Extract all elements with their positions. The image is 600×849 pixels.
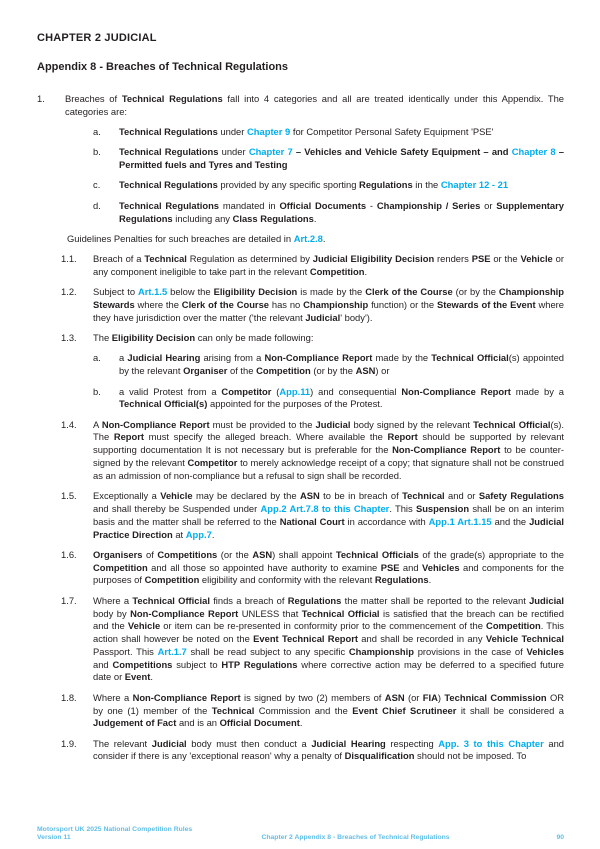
- bold-text: Non-Compliance Report: [392, 444, 501, 456]
- text-segment: OR by one (1) member of the: [93, 691, 565, 716]
- paragraph-text: [119, 146, 564, 172]
- text-segment: eligibility and conformity with the relevant: [199, 574, 375, 586]
- bold-text: Suspension: [415, 502, 470, 514]
- bold-text: Judgement of Fact: [93, 717, 177, 729]
- text-segment: and the: [491, 515, 530, 527]
- paragraph-1-9: [37, 738, 564, 764]
- text-segment: is signed by two (2) members of: [240, 691, 385, 703]
- text-segment: of: [142, 548, 158, 560]
- text-segment: function) or the: [368, 299, 437, 311]
- paragraph-number: d.: [93, 199, 101, 211]
- text-segment: and or: [444, 490, 479, 502]
- reference-link[interactable]: Art.2.8: [293, 232, 323, 244]
- bold-text: Safety Regulations: [478, 490, 564, 502]
- paragraph-text: [67, 233, 564, 246]
- text-segment: provided by any specific sporting: [217, 179, 360, 191]
- bold-text: Technical Regulations: [119, 199, 220, 211]
- paragraph-text: [119, 352, 564, 378]
- bold-text: –: [555, 146, 564, 158]
- footer-left: [37, 826, 207, 843]
- text-segment: for Competitor Personal Safety Equipment 'PSE': [290, 126, 494, 138]
- text-segment: .: [364, 265, 368, 277]
- bold-text: Technical Official(s): [119, 398, 208, 410]
- paragraph-1-1: [37, 253, 564, 279]
- paragraph-number: 1.3.: [61, 332, 77, 344]
- text-segment: subject to: [172, 658, 222, 670]
- text-segment: of the grade(s) appropriate to the: [418, 548, 564, 560]
- text-segment: ' body').: [340, 311, 373, 323]
- bold-text: Vehicle: [520, 253, 553, 265]
- text-segment: mandated in: [219, 199, 280, 211]
- bold-text: Competitions: [112, 658, 173, 670]
- text-segment: body must then conduct a: [186, 737, 312, 749]
- bold-text: Event Chief Scrutineer: [352, 704, 457, 716]
- bold-text: Regulations: [374, 574, 429, 586]
- paragraph-number: 1.7.: [61, 594, 77, 606]
- bold-text: Vehicle Technical: [485, 633, 564, 645]
- paragraph-text: [93, 738, 564, 764]
- bold-text: Competition: [144, 574, 200, 586]
- paragraph-1-5: [37, 490, 564, 541]
- bold-text: Permitted fuels and Tyres and Testing: [119, 159, 288, 171]
- text-segment: and: [93, 658, 113, 670]
- reference-link[interactable]: App.1 Art.1.15: [428, 515, 492, 527]
- text-segment: and: [399, 561, 422, 573]
- bold-text: Competition: [256, 365, 311, 377]
- footer-chapter-title: Chapter 2 Appendix 8 - Breaches of Technical Regulations: [261, 834, 450, 842]
- bold-text: Event Technical Report: [253, 633, 359, 645]
- paragraph-c: [37, 179, 564, 192]
- paragraph-1-4: [37, 419, 564, 483]
- bold-text: Technical: [144, 253, 187, 265]
- paragraph-text: [93, 419, 564, 483]
- paragraph-text: [93, 286, 564, 324]
- bold-text: Organiser: [183, 365, 228, 377]
- bold-text: Vehicle: [127, 620, 161, 632]
- bold-text: Competition: [309, 265, 365, 277]
- text-segment: arising from a: [200, 352, 265, 364]
- bold-text: Vehicles: [422, 561, 460, 573]
- bold-text: Judicial Practice Direction: [93, 515, 564, 540]
- text-segment: .: [299, 717, 303, 729]
- bold-text: Non-Compliance Report: [264, 352, 373, 364]
- text-segment: or any component ineligible to take part in the relevant: [93, 253, 564, 277]
- text-segment: . This action shall however be noted on the: [93, 620, 564, 645]
- bold-text: Championship: [303, 299, 369, 311]
- text-segment: appointed for the purposes of the Protest.: [207, 398, 383, 410]
- bold-text: Vehicle: [160, 490, 193, 502]
- bold-text: HTP Regulations: [221, 658, 298, 670]
- paragraph-1-3: [37, 332, 564, 345]
- text-segment: provisions in the case of: [413, 645, 527, 657]
- text-segment: and consider if there is any 'exceptional reason' why a penalty of: [93, 737, 565, 762]
- bold-text: Technical Regulations: [119, 179, 218, 191]
- bold-text: Non-Compliance Report: [401, 385, 511, 397]
- text-segment: The relevant: [93, 737, 152, 749]
- bold-text: Regulations: [359, 179, 413, 191]
- reference-link[interactable]: Art.1.7: [157, 645, 187, 657]
- footer-version: Version 11: [37, 834, 71, 842]
- bold-text: Regulations: [287, 594, 342, 606]
- text-segment: where the: [134, 299, 182, 311]
- text-segment: shall be read subject to any specific: [186, 645, 349, 657]
- chapter-header: CHAPTER 2 JUDICIAL: [37, 32, 157, 44]
- text-segment: made by the: [372, 352, 432, 364]
- bold-text: Technical Regulations: [119, 146, 219, 158]
- bold-text: National Court: [279, 515, 345, 527]
- bold-text: Clerk of the Course: [181, 299, 270, 311]
- text-segment: A: [93, 418, 102, 430]
- text-segment: -: [366, 199, 377, 211]
- text-segment: must specify the alleged breach. Where available the: [144, 431, 388, 443]
- page-title: Appendix 8 - Breaches of Technical Regulations: [37, 61, 289, 73]
- paragraph-1-8: [37, 692, 564, 730]
- bold-text: Judicial: [151, 737, 187, 749]
- bold-text: Technical Official: [431, 352, 509, 364]
- text-segment: should be supported by relevant supporting documentation It is not necessary but is preferable for the: [93, 431, 565, 456]
- bold-text: Non-Compliance Report: [132, 691, 241, 703]
- reference-link[interactable]: Art.1.5: [138, 286, 168, 298]
- text-segment: .: [322, 232, 326, 244]
- bold-text: Class Regulations: [232, 212, 314, 224]
- text-segment: including any: [172, 212, 233, 224]
- paragraph-number: a.: [93, 352, 101, 364]
- bold-text: Judicial Eligibility Decision: [312, 253, 435, 265]
- bold-text: Judicial Hearing: [127, 352, 201, 364]
- paragraph-number: 1.6.: [61, 548, 77, 560]
- bold-text: Technical Officials: [335, 548, 419, 560]
- text-segment: or item can be re-presented in conformity prior to the commencement of the: [160, 620, 487, 632]
- paragraph-number: 1.: [37, 93, 45, 104]
- text-segment: (: [271, 385, 280, 397]
- bold-text: Technical: [402, 490, 445, 502]
- bold-text: Championship Stewards: [93, 286, 565, 311]
- paragraph-number: 1.4.: [61, 418, 77, 430]
- paragraph-a: [37, 352, 564, 378]
- text-segment: (or the: [217, 548, 253, 560]
- text-segment: Passport. This: [93, 645, 158, 657]
- paragraph-a: [37, 126, 564, 139]
- paragraph-text: [93, 490, 564, 541]
- paragraph-text: [93, 332, 564, 345]
- text-segment: must be provided to the: [209, 418, 316, 430]
- bold-text: Technical: [211, 704, 255, 716]
- text-segment: ) or: [375, 365, 390, 377]
- text-segment: the matter shall be reported to the relevant: [341, 594, 530, 606]
- bold-text: Championship / Series: [376, 199, 481, 211]
- bold-text: Technical Regulations: [121, 93, 223, 104]
- bold-text: Non-Compliance Report: [101, 418, 210, 430]
- reference-link[interactable]: Chapter 7: [248, 146, 293, 158]
- paragraph-text: [119, 179, 564, 192]
- bold-text: Vehicles: [526, 645, 564, 657]
- paragraph-number: b.: [93, 385, 101, 397]
- text-segment: Breach of a: [93, 253, 145, 265]
- bold-text: Stewards of the Event: [436, 299, 536, 311]
- text-segment: The: [93, 332, 112, 344]
- paragraph-number: 1.9.: [61, 737, 77, 749]
- bold-text: Technical Official: [132, 594, 210, 606]
- paragraph-text: [119, 200, 564, 226]
- bold-text: Disqualification: [344, 750, 415, 762]
- text-segment: made by a: [510, 385, 565, 397]
- text-segment: in the: [412, 179, 441, 191]
- paragraph-text: [93, 692, 564, 730]
- paragraph-text: [93, 595, 564, 685]
- reference-link[interactable]: Chapter 9: [247, 126, 291, 138]
- bold-text: ASN: [252, 548, 273, 560]
- reference-link[interactable]: App.7: [185, 528, 212, 540]
- paragraph-1-6: [37, 549, 564, 587]
- text-segment: Guidelines Penalties for such breaches are detailed in: [67, 232, 294, 244]
- text-segment: Regulation as determined by: [186, 253, 313, 265]
- text-segment: renders: [434, 253, 472, 265]
- bold-text: Competitor: [221, 385, 272, 397]
- bold-text: Competition: [93, 561, 148, 573]
- text-segment: and all those so appointed have authority to examine: [147, 561, 381, 573]
- paragraph-text: [119, 126, 564, 139]
- bold-text: –: [292, 146, 305, 158]
- bold-text: Championship: [348, 645, 414, 657]
- text-segment: Where a: [93, 691, 133, 703]
- paragraph-1: [37, 93, 564, 119]
- paragraph-text: [65, 93, 564, 119]
- paragraph-number: 1.2.: [61, 286, 77, 298]
- text-segment: . This: [389, 502, 416, 514]
- reference-link[interactable]: App.11: [279, 385, 311, 397]
- text-segment: is satisfied that the breach can be rectified and the: [93, 607, 564, 632]
- reference-link[interactable]: Chapter 12 - 21: [440, 179, 509, 191]
- text-segment: under: [218, 146, 249, 158]
- bold-text: Technical Commission: [444, 691, 547, 703]
- paragraph-number: 1.8.: [61, 691, 77, 703]
- bold-text: Competition: [486, 620, 541, 632]
- paragraph-1-7: [37, 595, 564, 685]
- text-segment: respecting: [385, 737, 439, 749]
- paragraph-note: [37, 233, 564, 246]
- bold-text: Competitions: [157, 548, 218, 560]
- text-segment: body signed by the relevant: [350, 418, 474, 430]
- text-segment: is made by the: [297, 286, 366, 298]
- reference-link[interactable]: Chapter 8: [511, 146, 556, 158]
- text-segment: should not be imposed. To: [414, 750, 527, 762]
- paragraph-b: [37, 146, 564, 172]
- text-segment: ) shall appoint: [272, 548, 336, 560]
- text-segment: (or: [404, 691, 423, 703]
- paragraph-text: [119, 386, 564, 412]
- reference-link[interactable]: App.2 Art.7.8 to this Chapter: [260, 502, 390, 514]
- paragraph-b: [37, 386, 564, 412]
- text-segment: and is an: [176, 717, 220, 729]
- bold-text: PSE: [380, 561, 400, 573]
- text-segment: may be declared by the: [192, 490, 300, 502]
- bold-text: Judicial: [315, 418, 351, 430]
- bold-text: FIA: [422, 691, 438, 703]
- paragraph-number: a.: [93, 126, 101, 138]
- footer-page-number: 90: [556, 834, 564, 842]
- bold-text: Official Document: [219, 717, 300, 729]
- bold-text: Non-Compliance Report: [130, 607, 239, 619]
- text-segment: or the: [490, 253, 521, 265]
- text-segment: Subject to: [93, 286, 138, 298]
- bold-text: ASN: [355, 365, 376, 377]
- bold-text: Eligibility Decision: [111, 332, 196, 344]
- text-segment: and shall thereby be Suspended under: [93, 502, 261, 514]
- text-segment: or: [480, 199, 497, 211]
- text-segment: where corrective action may be deferred to a specified future date or: [93, 658, 565, 683]
- text-segment: to be in breach of: [319, 490, 403, 502]
- text-segment: at: [172, 528, 186, 540]
- bold-text: – and: [480, 146, 512, 158]
- text-segment: (s) appointed by the relevant: [119, 352, 565, 377]
- paragraph-1-2: [37, 286, 564, 324]
- text-segment: Breaches of: [65, 93, 122, 104]
- bold-text: Technical Official: [301, 607, 380, 619]
- bold-text: Organisers: [93, 548, 143, 560]
- text-segment: fall into 4 categories and all are treated identically under this Appendix. The categories are:: [65, 93, 564, 117]
- bold-text: PSE: [471, 253, 491, 265]
- text-segment: (or by the: [310, 365, 356, 377]
- bold-text: Judicial: [305, 311, 341, 323]
- text-segment: .: [313, 212, 317, 224]
- text-segment: below the: [167, 286, 214, 298]
- text-segment: to merely acknowledge receipt of a copy; that signature shall not be construed as an admission of non-compliance but a refusal to sign shall be recorded.: [93, 457, 564, 481]
- paragraph-number: c.: [93, 179, 101, 191]
- paragraph-number: 1.5.: [61, 490, 77, 502]
- page-footer: [37, 826, 564, 843]
- paragraph-number: b.: [93, 146, 101, 158]
- text-segment: it shall be considered a: [456, 704, 564, 716]
- text-segment: UNLESS that: [238, 607, 302, 619]
- bold-text: Official Documents: [279, 199, 367, 211]
- paragraph-list: [37, 93, 564, 763]
- text-segment: (s). The: [93, 418, 565, 443]
- reference-link[interactable]: App. 3 to this Chapter: [438, 737, 544, 749]
- paragraph-number: 1.1.: [61, 253, 77, 265]
- text-segment: and shall be recorded in any: [358, 633, 486, 645]
- text-segment: finds a breach of: [209, 594, 288, 606]
- paragraph-text: [93, 549, 564, 587]
- bold-text: Report: [387, 431, 418, 443]
- bold-text: Judicial Hearing: [311, 737, 386, 749]
- footer-doc-title: Motorsport UK 2025 National Competition Rules: [37, 825, 193, 833]
- text-segment: under: [217, 126, 247, 138]
- text-segment: ): [437, 691, 445, 703]
- text-segment: a valid Protest from a: [119, 385, 222, 397]
- text-segment: to be counter-signed by the relevant: [93, 444, 565, 469]
- text-segment: Commission and the: [254, 704, 353, 716]
- text-segment: has no: [269, 299, 304, 311]
- text-segment: body by: [93, 607, 131, 619]
- text-segment: Exceptionally a: [93, 490, 161, 502]
- text-segment: and components for the purposes of: [93, 561, 564, 586]
- paragraph-text: [93, 253, 564, 279]
- text-segment: in accordance with: [344, 515, 429, 527]
- bold-text: Competitor: [187, 457, 238, 469]
- bold-text: ASN: [384, 691, 405, 703]
- bold-text: Technical Regulations: [119, 126, 218, 138]
- bold-text: Supplementary Regulations: [119, 199, 564, 224]
- text-segment: Where a: [93, 594, 133, 606]
- bold-text: Vehicles and Vehicle Safety Equipment: [304, 146, 481, 158]
- text-segment: .: [150, 671, 153, 683]
- bold-text: Report: [113, 431, 145, 443]
- text-segment: (or by the: [452, 286, 499, 298]
- text-segment: of the: [227, 365, 257, 377]
- bold-text: ASN: [299, 490, 320, 502]
- text-segment: .: [428, 574, 432, 586]
- bold-text: Technical Official: [473, 418, 551, 430]
- bold-text: Eligibility Decision: [213, 286, 298, 298]
- text-segment: shall be on an interim basis and the matter shall be referred to the: [93, 502, 565, 527]
- text-segment: ) and consequential: [310, 385, 402, 397]
- text-segment: a: [119, 352, 128, 364]
- paragraph-d: [37, 200, 564, 226]
- bold-text: Clerk of the Course: [365, 286, 453, 298]
- text-segment: where they have jurisdiction over the matter ('the relevant: [93, 299, 564, 323]
- text-segment: .: [211, 528, 215, 540]
- bold-text: Event: [124, 671, 151, 683]
- bold-text: Judicial: [529, 594, 565, 606]
- text-segment: can only be made following:: [195, 332, 314, 344]
